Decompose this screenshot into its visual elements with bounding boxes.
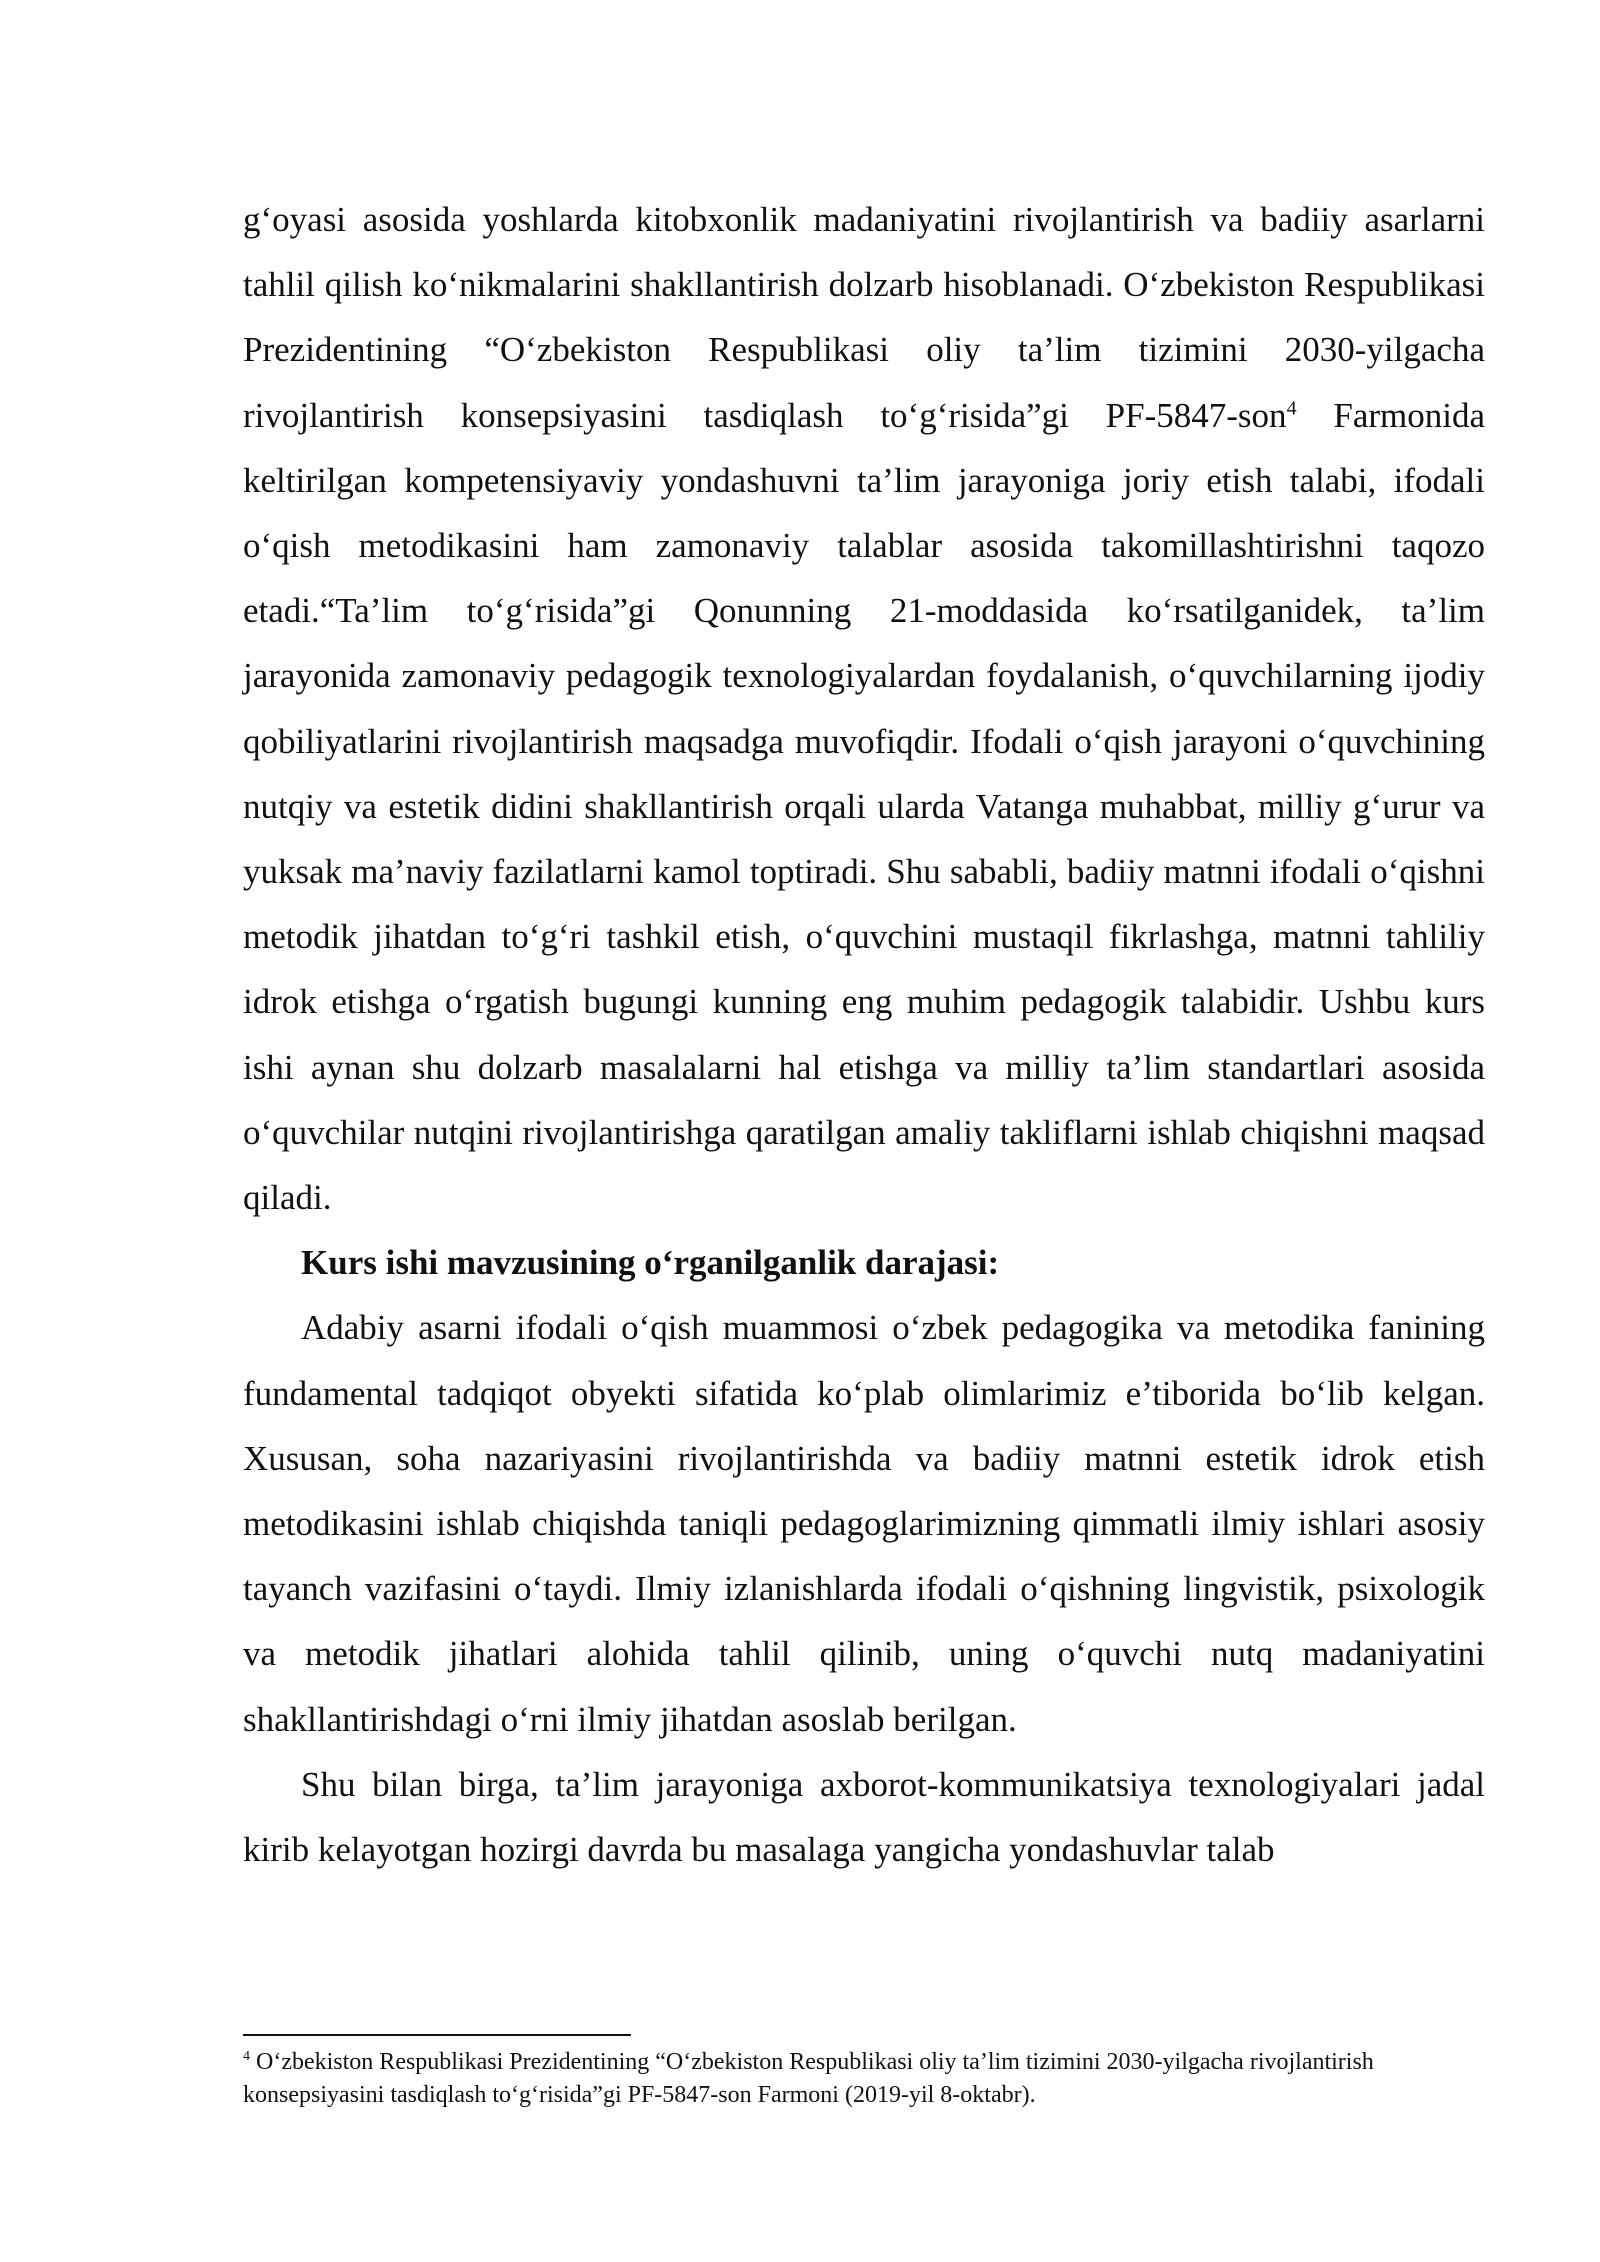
paragraph-1-text-a: g‘oyasi asosida yoshlarda kitobxonlik madaniyatini rivojlantirish va badiiy asarlarni tahlil qilish ko‘nikmalarini shakllantirish dolzarb hisoblanadi. O‘zbekiston Respublikasi Prezidentining “O‘zbekiston Respublikasi oliy ta’lim tizimini 2030-yilgacha rivojlantirish konsepsiyasini tasdiqlash to‘g‘risida”gi PF-5847-son [243,200,1485,435]
footnote-separator [243,2034,631,2036]
paragraph-3: Shu bilan birga, ta’lim jarayoniga axborot-kommunikatsiya texnologiyalari jadal kirib kelayotgan hozirgi davrda bu masalaga yangicha yondashuvlar talab [243,1764,1485,1870]
paragraph-1-text-b: Farmonida keltirilgan kompetensiyaviy yondashuvni ta’lim jarayoniga joriy etish talabi, ifodali o‘qish metodikasini ham zamonaviy talablar asosida takomillashtirishni taqozo etadi.“Ta’lim to‘g‘risida”gi Qonunning 21-moddasida ko‘rsatilganidek, ta’lim jarayonida zamonaviy pedagogik texnologiyalardan foydalanish, o‘quvchilarning ijodiy qobiliyatlarini rivojlantirish maqsadga muvofiqdir. Ifodali o‘qish jarayoni o‘quvchining nutqiy va estetik didini shakllantirish orqali ularda Vatanga muhabbat, milliy g‘urur va yuksak ma’naviy fazilatlarni kamol toptiradi. Shu sababli, badiiy matnni ifodali o‘qishni metodik jihatdan to‘g‘ri tashkil etish, o‘quvchini mustaqil fikrlashga, matnni tahliliy idrok etishga o‘rgatish bugungi kunning eng muhim pedagogik talabidir. Ushbu kurs ishi aynan shu dolzarb masalalarni hal etishga va milliy ta’lim standartlari asosida o‘quvchilar nutqini rivojlantirishga qaratilgan amaliy takliflarni ishlab chiqishni maqsad qiladi. [243,395,1486,1218]
footnote-text: O‘zbekiston Respublikasi Prezidentining “O‘zbekiston Respublikasi oliy ta’lim tizimini 2030-yilgacha rivojlantirish konsepsiyasini tasdiqlash to‘g‘risida”gi PF-5847-son Farmoni (2019-yil 8-oktabr). [243,2049,1374,2108]
footnote [243,2046,1485,2112]
body-text [243,187,1485,1882]
footnote-marker: 4 [243,2049,250,2064]
section-heading: Kurs ishi mavzusining o‘rganilganlik darajasi: [301,1243,1000,1283]
paragraph-1 [243,187,1485,1230]
footnote-reference: 4 [1286,396,1297,419]
paragraph-2: Adabiy asarni ifodali o‘qish muammosi o‘zbek pedagogika va metodika fanining fundamental tadqiqot obyekti sifatida ko‘plab olimlarimiz e’tiborida bo‘lib kelgan. Xususan, soha nazariyasini rivojlantirishda va badiiy matnni estetik idrok etish metodikasini ishlab chiqishda taniqli pedagoglarimizning qimmatli ilmiy ishlari asosiy tayanch vazifasini o‘taydi. Ilmiy izlanishlarda ifodali o‘qishning lingvistik, psixologik va metodik jihatlari alohida tahlil qilinib, uning o‘quvchi nutq madaniyatini shakllantirishdagi o‘rni ilmiy jihatdan asoslab berilgan. [243,1308,1485,1739]
